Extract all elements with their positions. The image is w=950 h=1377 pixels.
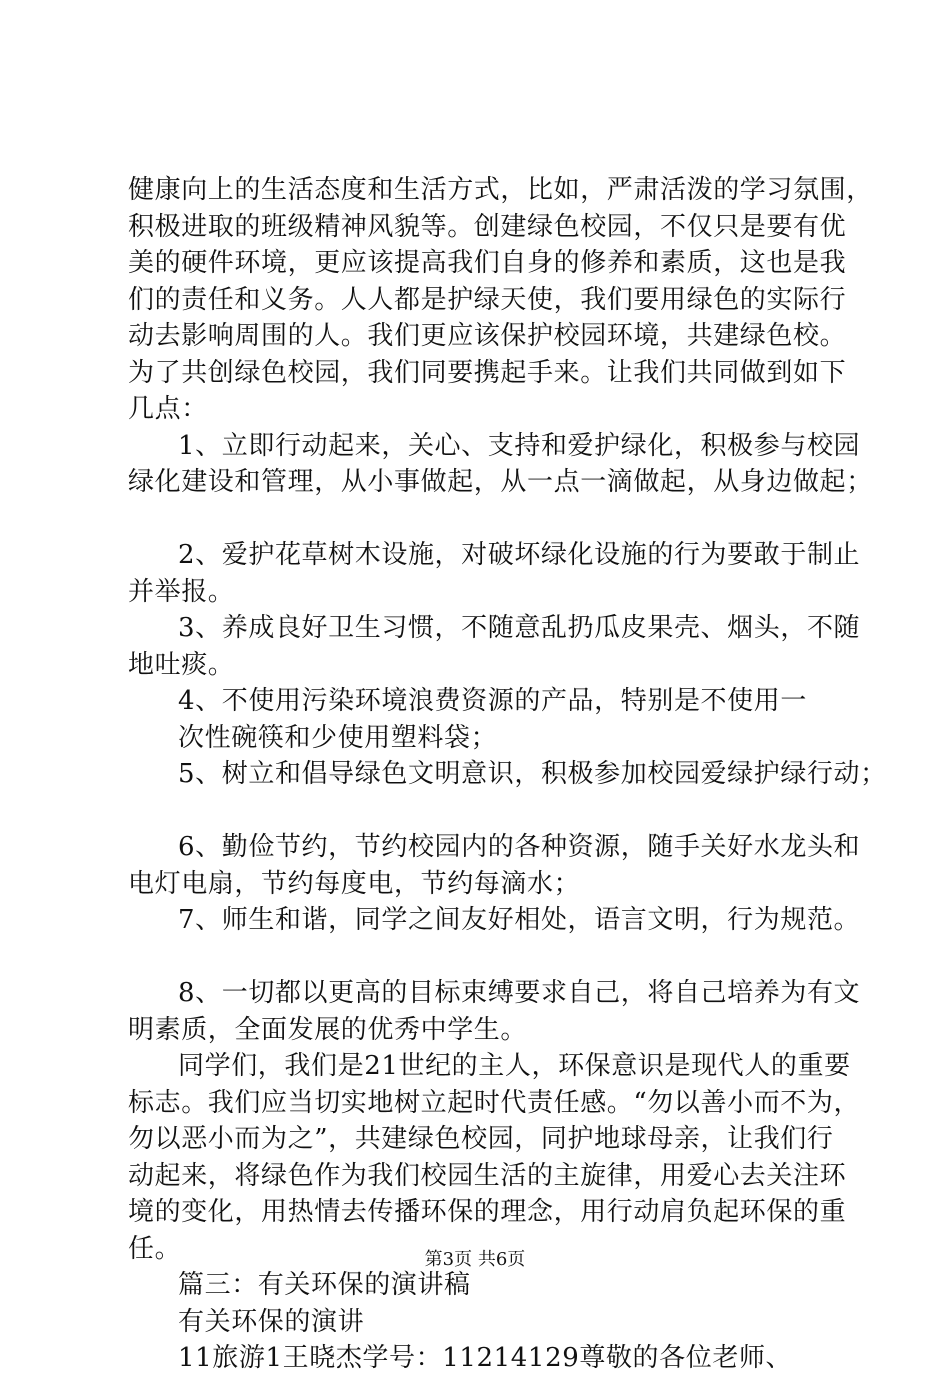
text-line: 任。 xyxy=(128,1233,182,1264)
text-line: 几点： xyxy=(128,394,208,424)
list-item-6: 6、勤俭节约，节约校园内的各种资源，随手关好水龙头和 xyxy=(178,832,861,862)
text-line: 动起来，将绿色作为我们校园生活的主旋律，用爱心去关注环 xyxy=(128,1160,847,1191)
list-item-3: 3、养成良好卫生习惯，不随意乱扔瓜皮果壳、烟头，不随 xyxy=(178,613,861,643)
text-line: 为了共创绿色校园，我们同要携起手来。让我们共同做到如下 xyxy=(128,357,847,388)
spacer xyxy=(128,501,848,538)
document-body xyxy=(128,172,887,1377)
list-item-4: 4、不使用污染环境浪费资源的产品，特别是不使用一 xyxy=(178,686,807,716)
spacer xyxy=(128,939,848,976)
text-line: 地吐痰。 xyxy=(128,649,235,680)
text-line: 们的责任和义务。人人都是护绿天使，我们要用绿色的实际行 xyxy=(128,284,847,315)
speech-title: 有关环保的演讲 xyxy=(178,1306,365,1337)
paragraph-start: 同学们，我们是21世纪的主人，环保意识是现代人的重要 xyxy=(178,1051,851,1081)
text-line: 绿化建设和管理，从小事做起，从一点一滴做起，从身边做起； xyxy=(128,467,873,497)
author-line: 11旅游1王晓杰学号：11214129尊敬的各位老师、 xyxy=(178,1343,793,1373)
text-line: 勿以恶小而为之”，共建绿色校园，同护地球母亲，让我们行 xyxy=(128,1124,834,1154)
text-line: 并举报。 xyxy=(128,576,235,607)
text-line: 健康向上的生活态度和生活方式，比如，严肃活泼的学习氛围， xyxy=(128,175,873,205)
text-line: 积极进取的班级精神风貌等。创建绿色校园，不仅只是要有优 xyxy=(128,211,847,242)
page-footer: 第3页 共6页 xyxy=(424,1249,526,1270)
text-line: 标志。我们应当切实地树立起时代责任感。“勿以善小而不为， xyxy=(128,1087,861,1118)
section-heading: 篇三：有关环保的演讲稿 xyxy=(178,1270,471,1300)
text-line: 动去影响周围的人。我们更应该保护校园环境，共建绿色校。 xyxy=(128,321,847,351)
list-item-7: 7、师生和谐，同学之间友好相处，语言文明，行为规范。 xyxy=(178,905,861,935)
text-line: 境的变化，用热情去传播环保的理念，用行动肩负起环保的重 xyxy=(128,1197,847,1227)
text-line: 明素质，全面发展的优秀中学生。 xyxy=(128,1014,528,1045)
text-line: 电灯电扇，节约每度电，节约每滴水； xyxy=(128,868,581,899)
text-line: 次性碗筷和少使用塑料袋； xyxy=(178,722,498,753)
text-line: 美的硬件环境，更应该提高我们自身的修养和素质，这也是我 xyxy=(128,248,847,278)
list-item-1: 1、立即行动起来，关心、支持和爱护绿化，积极参与校园 xyxy=(178,430,861,461)
spacer xyxy=(128,793,848,830)
list-item-2: 2、爱护花草树木设施，对破坏绿化设施的行为要敢于制止 xyxy=(178,540,861,570)
list-item-8: 8、一切都以更高的目标束缚要求自己，将自己培养为有文 xyxy=(178,978,861,1008)
list-item-5: 5、树立和倡导绿色文明意识，积极参加校园爱绿护绿行动； xyxy=(178,759,887,789)
